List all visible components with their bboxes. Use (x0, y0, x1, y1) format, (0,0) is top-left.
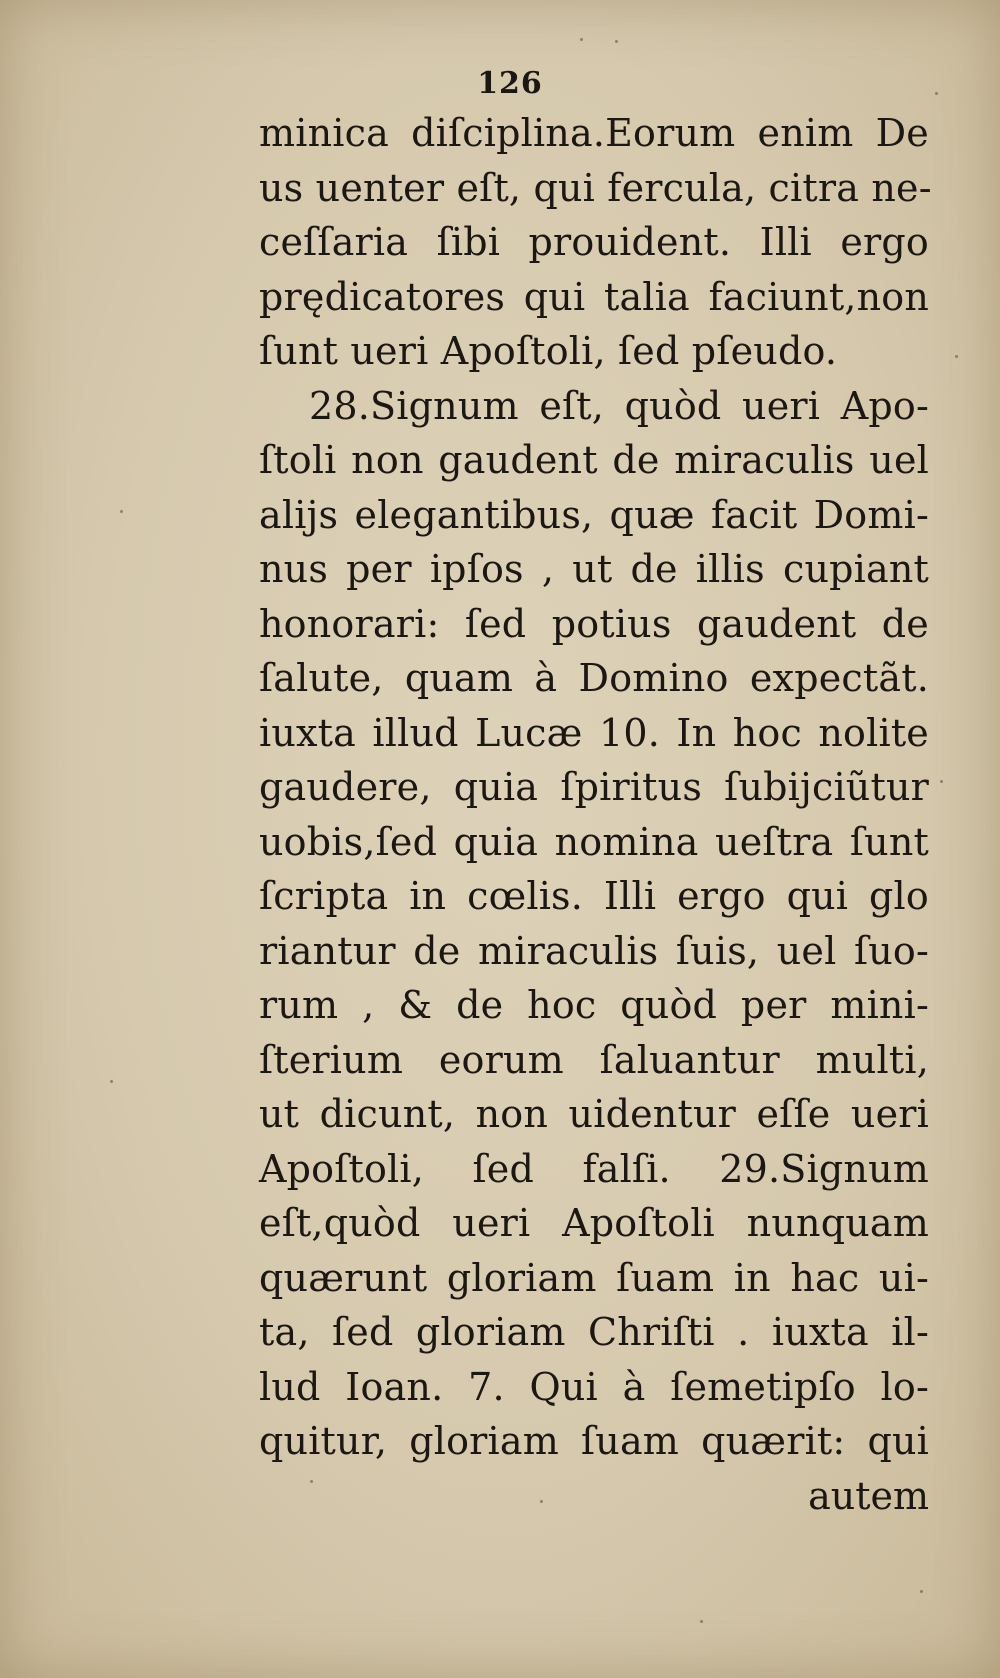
text-line: ſtoli non gaudent de miraculis uel (259, 438, 929, 482)
text-line: ceſſaria ſibi prouident. Illi ergo (259, 220, 929, 264)
page-header (0, 66, 1000, 101)
paper-speck (940, 780, 943, 783)
text-line: honorari: ſed potius gaudent de (259, 601, 929, 646)
text-line: gaudere, quia ſpiritus ſubijciũtur (259, 765, 929, 809)
paper-speck (310, 1480, 313, 1483)
paper-speck (580, 38, 583, 41)
paper-speck (120, 510, 123, 513)
text-line: 28.Signum eſt, quòd ueri Apo- (309, 383, 929, 428)
text-line: us uenter eſt, qui fercula, citra ne- (259, 165, 932, 210)
paper-speck (935, 92, 938, 95)
text-line: lud Ioan. 7. Qui à ſemetipſo lo- (259, 1364, 929, 1409)
text-line: ta, ſed gloriam Chriſti . iuxta il- (259, 1310, 929, 1354)
body-text (259, 106, 932, 1523)
catchword: autem (808, 1473, 929, 1518)
paper-speck (615, 40, 618, 43)
paper-speck (540, 1500, 543, 1503)
text-line: ſunt ueri Apoſtoli, ſed pſeudo. (259, 329, 838, 373)
text-line: ſcripta in cœlis. Illi ergo qui glo (259, 874, 929, 918)
text-line: iuxta illud Lucæ 10. In hoc nolite (259, 710, 929, 755)
text-line: rum , & de hoc quòd per mini- (259, 983, 929, 1027)
text-line: nus per ipſos , ut de illis cupiant (259, 547, 929, 591)
text-line: ut dicunt, non uidentur eſſe ueri (259, 1092, 929, 1136)
text-line: uobis,ſed quia nomina ueſtra ſunt (259, 819, 929, 864)
paper-speck (110, 1080, 113, 1083)
text-line: ſterium eorum ſaluantur multi, (259, 1037, 929, 1082)
text-line: minica diſciplina.Eorum enim De (259, 111, 929, 155)
paper-speck (955, 355, 958, 358)
text-line: quærunt gloriam ſuam in hac ui- (259, 1255, 929, 1300)
text-line: quitur, gloriam ſuam quærit: qui (259, 1419, 929, 1463)
text-line: prędicatores qui talia faciunt,non (259, 274, 929, 319)
paper-speck (920, 1590, 923, 1593)
text-line: Apoſtoli, ſed falſi. 29.Signum (259, 1146, 929, 1191)
text-line: alijs elegantibus, quæ facit Domi- (259, 492, 929, 537)
text-line: ſalute, quam à Domino expectãt. (259, 656, 929, 700)
text-line: eſt,quòd ueri Apoſtoli nunquam (259, 1201, 929, 1245)
paper-speck (700, 1620, 703, 1623)
text-line: riantur de miraculis ſuis, uel ſuo- (259, 928, 929, 973)
page-number: 126 (477, 66, 543, 101)
